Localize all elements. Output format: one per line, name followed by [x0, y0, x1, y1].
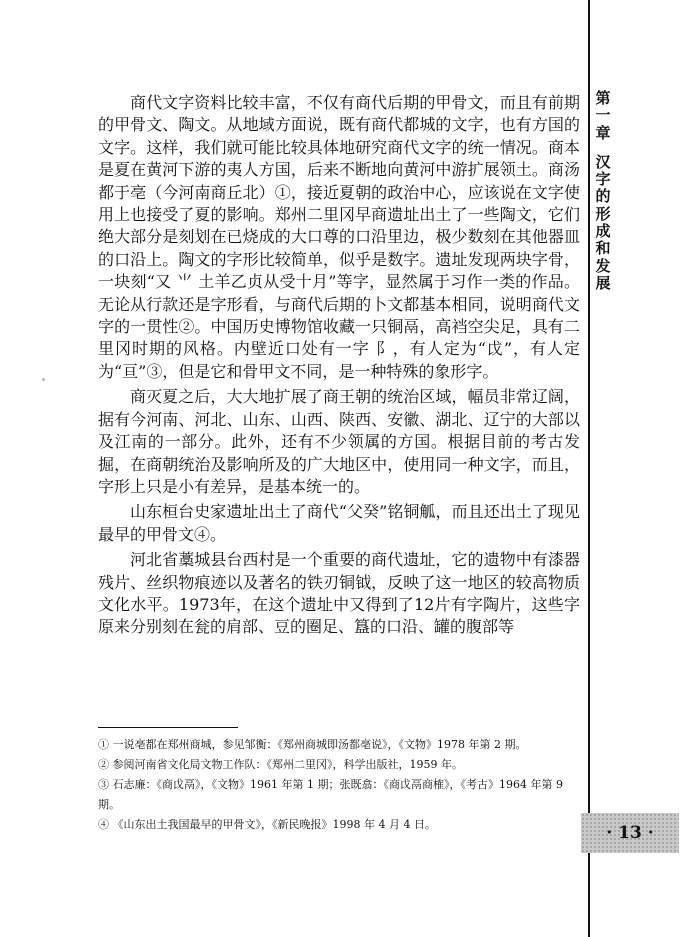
title-char: 形	[595, 204, 611, 223]
title-char: 和	[595, 239, 611, 258]
title-char: 汉	[595, 152, 611, 171]
body-text	[98, 92, 580, 642]
page-number: · 13 ·	[581, 813, 679, 853]
footnotes	[98, 735, 580, 835]
footnote-divider	[98, 727, 238, 728]
title-char: 成	[595, 222, 611, 241]
title-char: 发	[595, 256, 611, 275]
title-char: 字	[595, 170, 611, 189]
paragraph: 河北省藁城县台西村是一个重要的商代遗址，它的遗物中有漆器残片、丝织物痕迹以及著名的铁刃铜钺，反映了这一地区的较高物质文化水平。1973年，在这个遗址中又得到了12片有字陶片，这些字原来分别刻在瓮的肩部、豆的圈足、簋的口沿、罐的腹部等	[98, 550, 580, 637]
footnote: ① 一说亳都在郑州商城，参见邹衡：《郑州商城即汤都亳说》，《文物》1978 年第 2 期。	[98, 738, 527, 751]
footnote: ④ 《山东出土我国最早的甲骨文》，《新民晚报》1998 年 4 月 4 日。	[98, 818, 436, 831]
chapter-char: 一	[595, 106, 611, 125]
paragraph: 山东桓台史家遗址出土了商代“父癸”铭铜觚，而且还出土了现见最早的甲骨文④。	[98, 502, 580, 544]
footnote: ② 参阅河南省文化局文物工作队：《郑州二里冈》，科学出版社，1959 年。	[98, 758, 463, 771]
title-char: 的	[595, 187, 611, 206]
running-chapter-title	[592, 90, 614, 292]
paragraph: 商代文字资料比较丰富，不仅有商代后期的甲骨文，而且有前期的甲骨文、陶文。从地域方面说，既有商代都城的文字，也有方国的文字。这样，我们就可能比较具体地研究商代文字的统一情况。商本是夏在黄河下游的夷人方国，后来不断地向黄河中游扩展领土。商汤都于亳（今河南商丘北）①，接近夏朝的政治中心，应该说在文字使用上也接受了夏的影响。郑州二里冈早商遗址出土了一些陶文，它们绝大部分是刻划在已烧成的大口尊的口沿里边，极少数刻在其他器皿的口沿上。陶文的字形比较简单，似乎是数字。遗址发现两块字骨，一块刻“又 ⺌ 土羊乙贞从受十月”等字，显然属于习作一类的作品。无论从行款还是字形看，与商代后期的卜文都基本相同，说明商代文字的一贯性②。中国历史博物馆收藏一只铜鬲，高裆空尖足，具有二里冈时期的风格。内壁近口处有一字 ⻖，有人定为“戉”，有人定为“亘”③，但是它和骨甲文不同，是一种特殊的象形字。	[98, 93, 580, 381]
footnote: ③ 石志廉：《商戉鬲》，《文物》1961 年第 1 期；张既翕：《商戉鬲商榷》，《考古》1964 年第 9 期。	[98, 778, 563, 811]
scan-speck	[42, 378, 45, 381]
margin-rule	[588, 0, 590, 937]
title-char: 展	[595, 273, 611, 292]
paragraph: 商灭夏之后，大大地扩展了商王朝的统治区域，幅员非常辽阔，据有今河南、河北、山东、山西、陕西、安徽、湖北、辽宁的大部以及江南的一部分。此外，还有不少领属的方国。根据目前的考古发掘，在商朝统治及影响所及的广大地区中，使用同一种文字，而且，字形上只是小有差异，是基本统一的。	[98, 387, 580, 496]
chapter-char: 章	[595, 123, 611, 142]
chapter-char: 第	[595, 89, 611, 107]
